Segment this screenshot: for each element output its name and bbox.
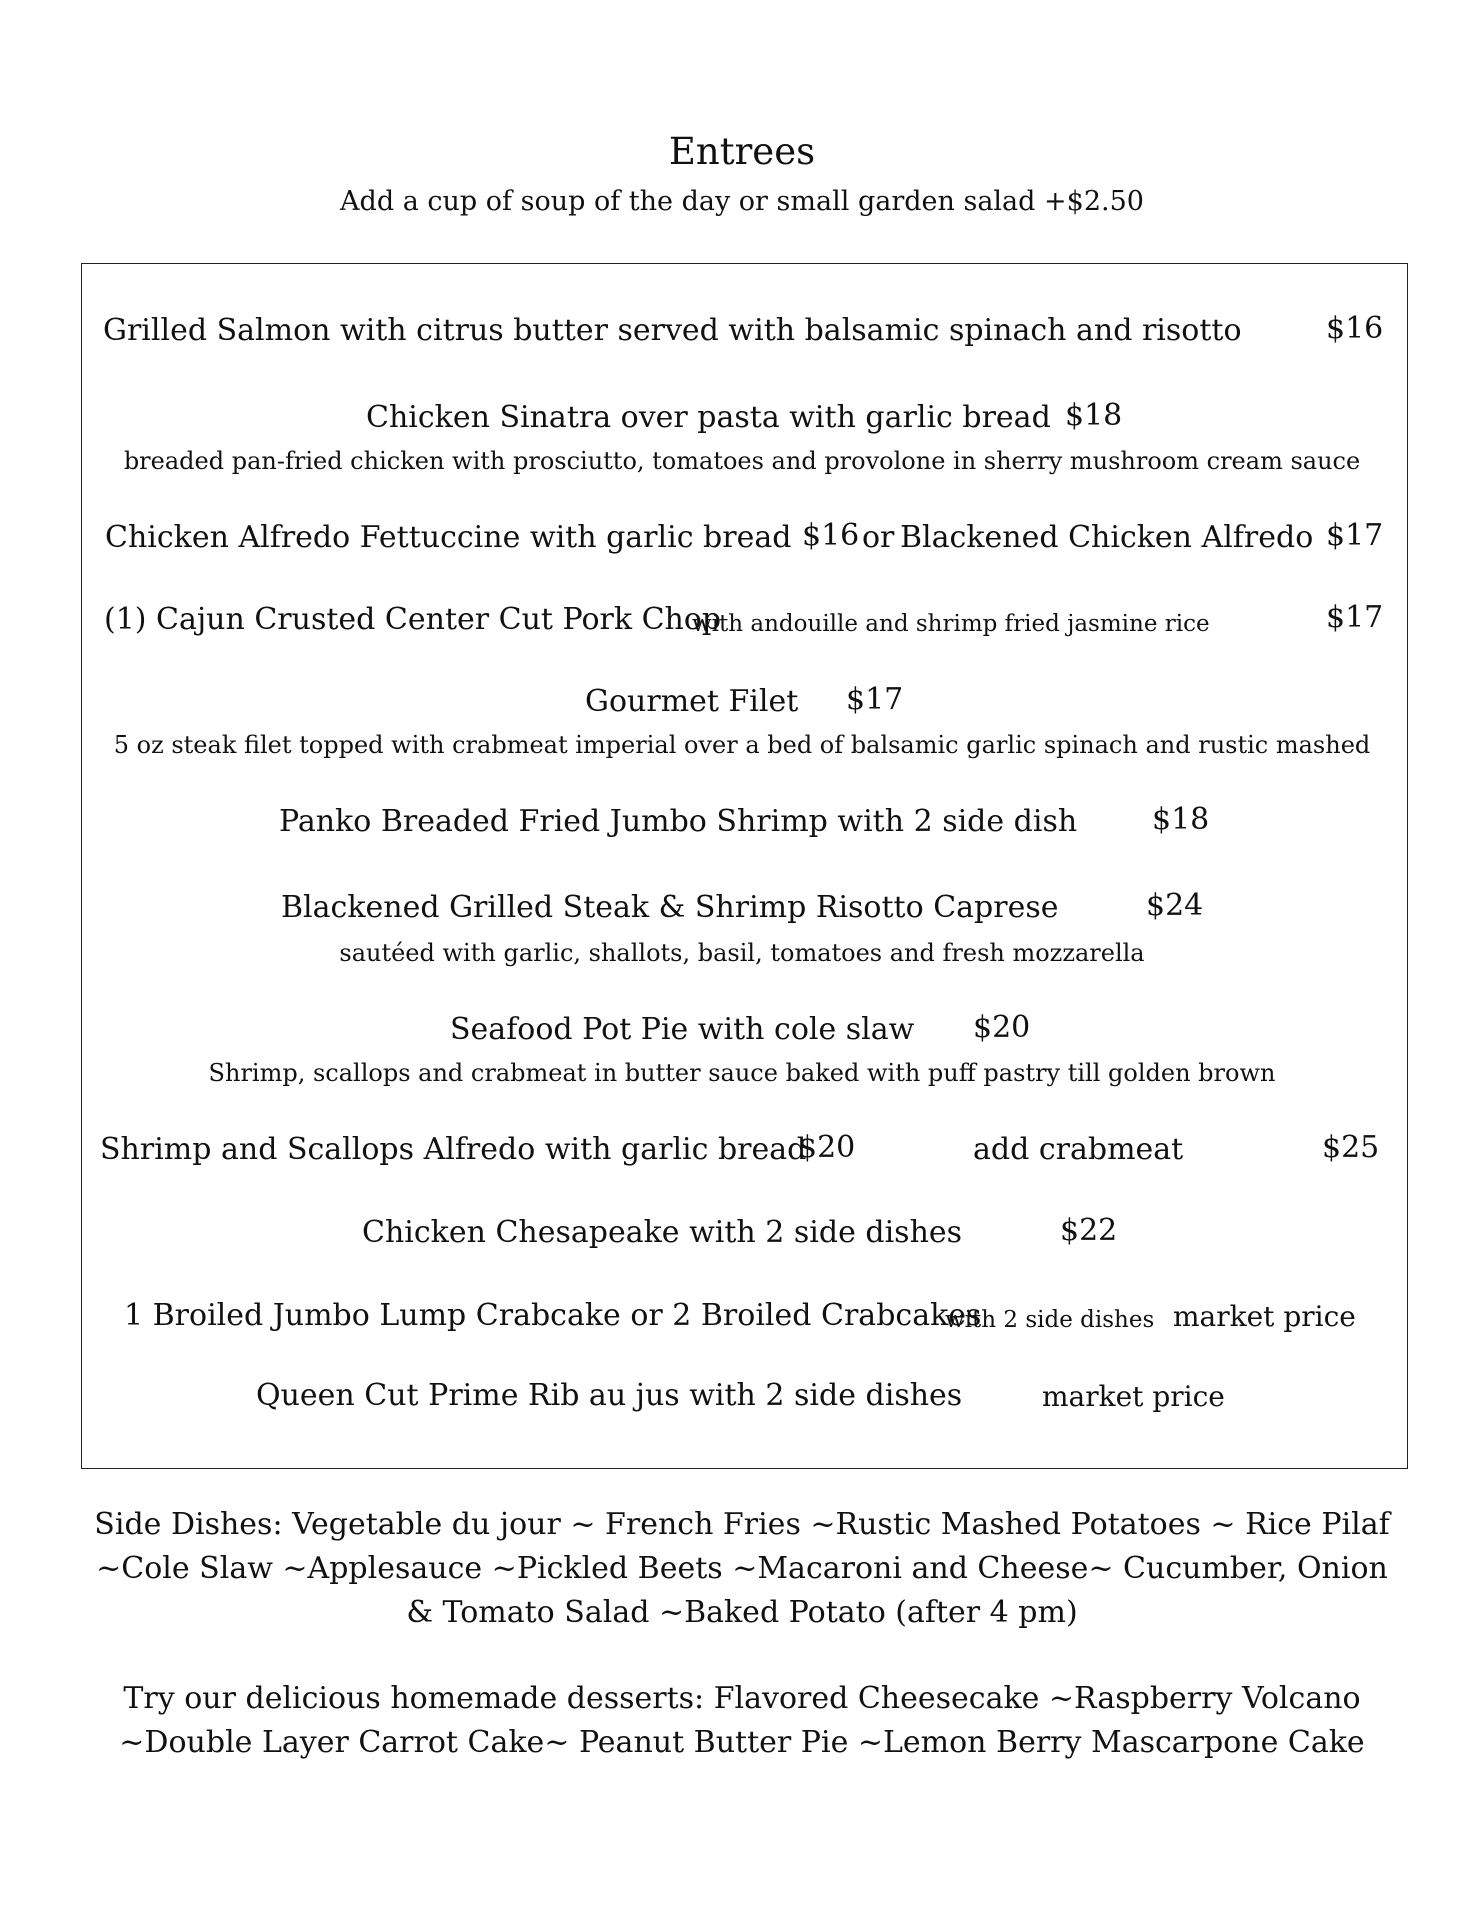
entree-price: $18 <box>1065 398 1123 433</box>
entree-price: $20 <box>798 1130 856 1165</box>
entree-addon-price: $25 <box>1322 1130 1380 1165</box>
entree-description: Shrimp, scallops and crabmeat in butter sauce baked with puff pastry till golden brown <box>208 1059 1276 1087</box>
entree-name: Panko Breaded Fried Jumbo Shrimp with 2 side dish <box>279 804 1078 839</box>
entree-name: Grilled Salmon with citrus butter served with balsamic spinach and risotto <box>103 313 1242 348</box>
entree-name: Gourmet Filet <box>585 684 799 719</box>
entree-name: Chicken Sinatra over pasta with garlic bread <box>366 400 1051 435</box>
entree-price: $20 <box>973 1010 1031 1045</box>
entree-alt-price: $17 <box>1326 518 1384 553</box>
page-subtitle: Add a cup of soup of the day or small garden salad +$2.50 <box>340 186 1144 217</box>
entree-description: breaded pan-fried chicken with prosciutto, tomatoes and provolone in sherry mushroom cream sauce <box>123 447 1361 475</box>
entree-name: Shrimp and Scallops Alfredo with garlic bread <box>100 1132 807 1167</box>
entree-price: $17 <box>1326 600 1384 635</box>
entree-price: market price <box>1042 1380 1225 1413</box>
entree-price: $24 <box>1146 888 1204 923</box>
entree-name: Chicken Alfredo Fettuccine with garlic bread <box>105 520 792 555</box>
page-title: Entrees <box>668 130 816 173</box>
desserts-list: Try our delicious homemade desserts: Flavored Cheesecake ~Raspberry Volcano ~Double Layer Carrot Cake~ Peanut Butter Pie ~Lemon Berry Mascarpone Cake <box>119 1681 1365 1760</box>
entree-name: 1 Broiled Jumbo Lump Crabcake or 2 Broiled Crabcakes <box>124 1298 982 1333</box>
entree-name: Queen Cut Prime Rib au jus with 2 side dishes <box>256 1378 963 1413</box>
entree-price: $16 <box>802 518 860 553</box>
entree-name: Blackened Grilled Steak & Shrimp Risotto Caprese <box>281 890 1059 925</box>
entree-price: $17 <box>846 682 904 717</box>
entree-description: 5 oz steak filet topped with crabmeat imperial over a bed of balsamic garlic spinach and rustic mashed <box>113 731 1371 759</box>
side-dishes-list: Side Dishes: Vegetable du jour ~ French Fries ~Rustic Mashed Potatoes ~ Rice Pilaf ~Cole Slaw ~Applesauce ~Pickled Beets ~Macaroni and Cheese~ Cucumber, Onion & Tomato Salad ~Baked Potato (after 4 pm) <box>94 1507 1390 1630</box>
entrees-box <box>81 263 1408 1469</box>
entree-name: Seafood Pot Pie with cole slaw <box>450 1012 915 1047</box>
entree-price: $22 <box>1060 1213 1118 1248</box>
entree-name: Chicken Chesapeake with 2 side dishes <box>362 1215 963 1250</box>
entree-alt-name: Blackened Chicken Alfredo <box>900 520 1314 555</box>
entree-description: sautéed with garlic, shallots, basil, tomatoes and fresh mozzarella <box>339 939 1145 967</box>
entree-connector: or <box>862 520 895 555</box>
entree-price: $18 <box>1152 802 1210 837</box>
entree-detail: with 2 side dishes <box>945 1307 1155 1333</box>
entree-price: $16 <box>1326 311 1384 346</box>
entree-price: market price <box>1173 1300 1356 1333</box>
entree-addon: add crabmeat <box>973 1132 1184 1167</box>
entree-detail: with andouille and shrimp fried jasmine rice <box>692 611 1210 637</box>
entree-name: (1) Cajun Crusted Center Cut Pork Chop <box>104 602 722 637</box>
